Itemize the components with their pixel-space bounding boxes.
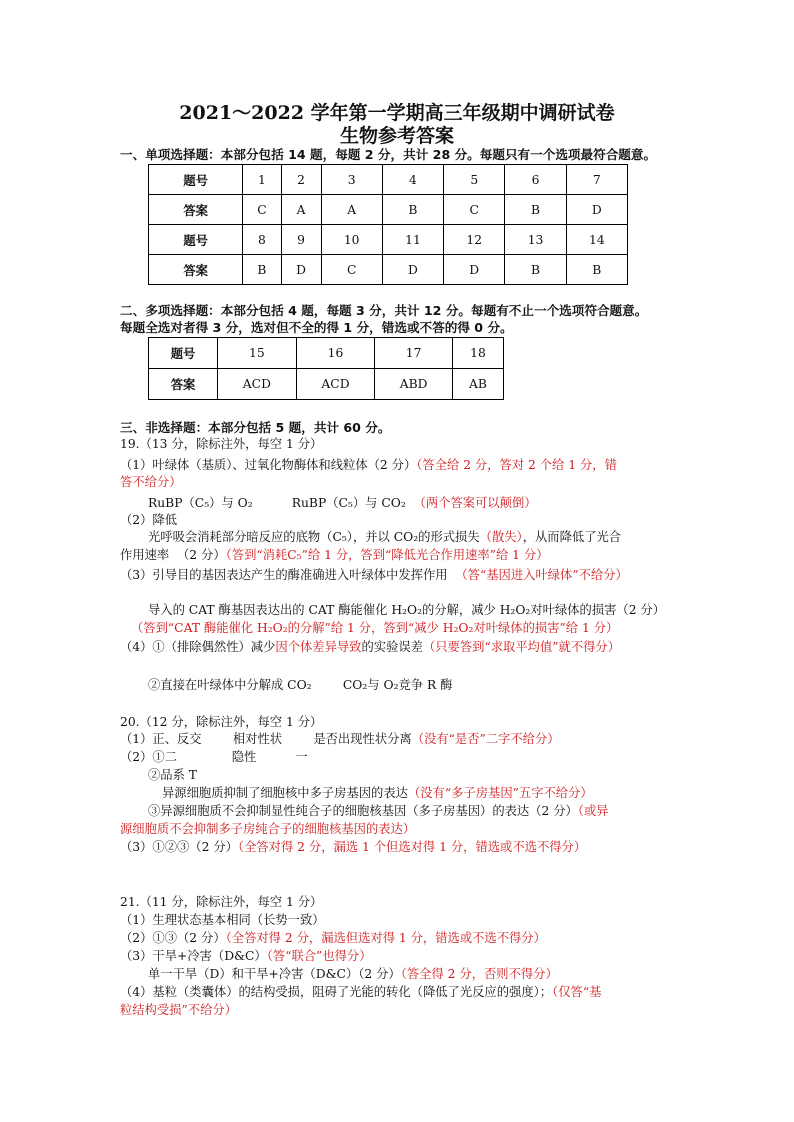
q20-line: （3）①②③（2 分）（全答对得 2 分，漏选 1 个但选对得 1 分，错选或不选不得分） bbox=[120, 840, 587, 854]
table-cell: 17 bbox=[375, 338, 453, 369]
table-cell: C bbox=[243, 195, 281, 225]
q19-line: （4）①（排除偶然性）减少因个体差异导致的实验误差（只要答到“求取平均值”就不得分） bbox=[120, 640, 621, 654]
q21-line: （2）①③（2 分）（全答对得 2 分，漏选但选对得 1 分，错选或不选不得分） bbox=[120, 931, 546, 945]
table-cell: 题号 bbox=[149, 165, 243, 195]
table-cell: B bbox=[382, 195, 443, 225]
q21-line: （3）干旱+冷害（D&C）（答“联合”也得分） bbox=[120, 949, 372, 963]
table-cell: B bbox=[505, 195, 566, 225]
table-cell: 2 bbox=[281, 165, 321, 195]
table-row bbox=[149, 225, 628, 255]
section3-heading: 三、非选择题：本部分包括 5 题，共计 60 分。 bbox=[120, 420, 391, 435]
q20-line: 源细胞质不会抑制多子房纯合子的细胞核基因的表达） bbox=[120, 822, 416, 836]
section1-table bbox=[148, 164, 628, 285]
table-cell: ACD bbox=[218, 369, 297, 400]
table-cell: 答案 bbox=[149, 255, 243, 285]
table-cell: 12 bbox=[444, 225, 505, 255]
table-cell: 答案 bbox=[149, 369, 218, 400]
q20-line: 异源细胞质抑制了细胞核中多子房基因的表达（没有“多子房基因”五字不给分） bbox=[162, 786, 593, 800]
table-cell: 16 bbox=[296, 338, 375, 369]
table-cell: 3 bbox=[321, 165, 382, 195]
table-cell: 7 bbox=[566, 165, 627, 195]
table-cell: ACD bbox=[296, 369, 375, 400]
q21-line: 粒结构受损”不给分） bbox=[120, 1003, 237, 1017]
q19-line: 作用速率 （2 分）（答到“消耗C₅”给 1 分，答到“降低光合作用速率”给 1 分） bbox=[120, 548, 549, 562]
table-row bbox=[149, 195, 628, 225]
table-cell: A bbox=[321, 195, 382, 225]
section2-table bbox=[148, 337, 504, 400]
table-cell: C bbox=[444, 195, 505, 225]
table-cell: ABD bbox=[375, 369, 453, 400]
table-cell: 18 bbox=[452, 338, 503, 369]
section2-heading-2: 每题全选对者得 3 分，选对但不全的得 1 分，错选或不答的得 0 分。 bbox=[120, 320, 513, 335]
table-row bbox=[149, 338, 504, 369]
q20-line: （2）①二 隐性 一 bbox=[120, 750, 308, 764]
q20-line: ③异源细胞质不会抑制显性纯合子的细胞核基因（多子房基因）的表达（2 分）（或异 bbox=[148, 804, 609, 818]
q19-line: ②直接在叶绿体中分解成 CO₂ CO₂与 O₂竞争 R 酶 bbox=[148, 678, 453, 692]
table-cell: 题号 bbox=[149, 225, 243, 255]
section2-heading-1: 二、多项选择题：本部分包括 4 题，每题 3 分，共计 12 分。每题有不止一个选项符合题意。 bbox=[120, 303, 648, 318]
q20-head: 20.（12 分，除标注外，每空 1 分） bbox=[120, 715, 323, 729]
q19-line: 答不给分） bbox=[120, 475, 182, 489]
q19-line: （3）引导目的基因表达产生的酶准确进入叶绿体中发挥作用 （答“基因进入叶绿体”不给分） bbox=[120, 568, 628, 582]
q21-line: （4）基粒（类囊体）的结构受损，阻碍了光能的转化（降低了光反应的强度）；（仅答“基 bbox=[120, 985, 602, 999]
exam-title: 2021～2022 学年第一学期高三年级期中调研试卷 bbox=[179, 102, 615, 124]
table-cell: 11 bbox=[382, 225, 443, 255]
table-cell: D bbox=[444, 255, 505, 285]
q19-line: 导入的 CAT 酶基因表达出的 CAT 酶能催化 H₂O₂的分解，减少 H₂O₂对叶绿体的损害（2 分） bbox=[148, 603, 666, 617]
table-cell: B bbox=[243, 255, 281, 285]
table-cell: 答案 bbox=[149, 195, 243, 225]
table-row bbox=[149, 369, 504, 400]
table-cell: D bbox=[566, 195, 627, 225]
table-cell: 6 bbox=[505, 165, 566, 195]
section1-heading: 一、单项选择题：本部分包括 14 题，每题 2 分，共计 28 分。每题只有一个选项最符合题意。 bbox=[120, 147, 657, 162]
table-cell: 9 bbox=[281, 225, 321, 255]
q21-head: 21.（11 分，除标注外，每空 1 分） bbox=[120, 895, 323, 909]
q19-head: 19.（13 分，除标注外，每空 1 分） bbox=[120, 437, 323, 451]
q19-line: （2）降低 bbox=[120, 513, 178, 527]
q20-line: （1）正、反交 相对性状 是否出现性状分离（没有“是否”二字不给分） bbox=[120, 732, 560, 746]
q19-line: RuBP（C₅）与 O₂ RuBP（C₅）与 CO₂ （两个答案可以颠倒） bbox=[148, 496, 537, 510]
q19-line: （答到“CAT 酶能催化 H₂O₂的分解”给 1 分，答到“减少 H₂O₂对叶绿体的损害”给 1 分） bbox=[131, 621, 619, 635]
table-cell: 1 bbox=[243, 165, 281, 195]
table-cell: 10 bbox=[321, 225, 382, 255]
table-cell: 15 bbox=[218, 338, 297, 369]
table-row bbox=[149, 255, 628, 285]
table-cell: B bbox=[505, 255, 566, 285]
q19-line: 光呼吸会消耗部分暗反应的底物（C₅），并以 CO₂的形式损失（散失），从而降低了光合 bbox=[148, 530, 622, 544]
table-cell: 4 bbox=[382, 165, 443, 195]
table-cell: C bbox=[321, 255, 382, 285]
table-cell: 14 bbox=[566, 225, 627, 255]
exam-subtitle: 生物参考答案 bbox=[339, 125, 454, 147]
table-cell: B bbox=[566, 255, 627, 285]
table-cell: A bbox=[281, 195, 321, 225]
q21-line: （1）生理状态基本相同（长势一致） bbox=[120, 913, 325, 927]
table-row bbox=[149, 165, 628, 195]
table-cell: AB bbox=[452, 369, 503, 400]
table-cell: 8 bbox=[243, 225, 281, 255]
table-cell: 5 bbox=[444, 165, 505, 195]
table-cell: 13 bbox=[505, 225, 566, 255]
table-cell: D bbox=[281, 255, 321, 285]
table-cell: 题号 bbox=[149, 338, 218, 369]
q20-line: ②品系 T bbox=[148, 768, 198, 782]
q19-line: （1）叶绿体（基质）、过氧化物酶体和线粒体（2 分）（答全给 2 分，答对 2 个给 1 分，错 bbox=[120, 458, 617, 472]
table-cell: D bbox=[382, 255, 443, 285]
q21-line: 单一干旱（D）和干旱+冷害（D&C）（2 分）（答全得 2 分，否则不得分） bbox=[148, 967, 558, 981]
